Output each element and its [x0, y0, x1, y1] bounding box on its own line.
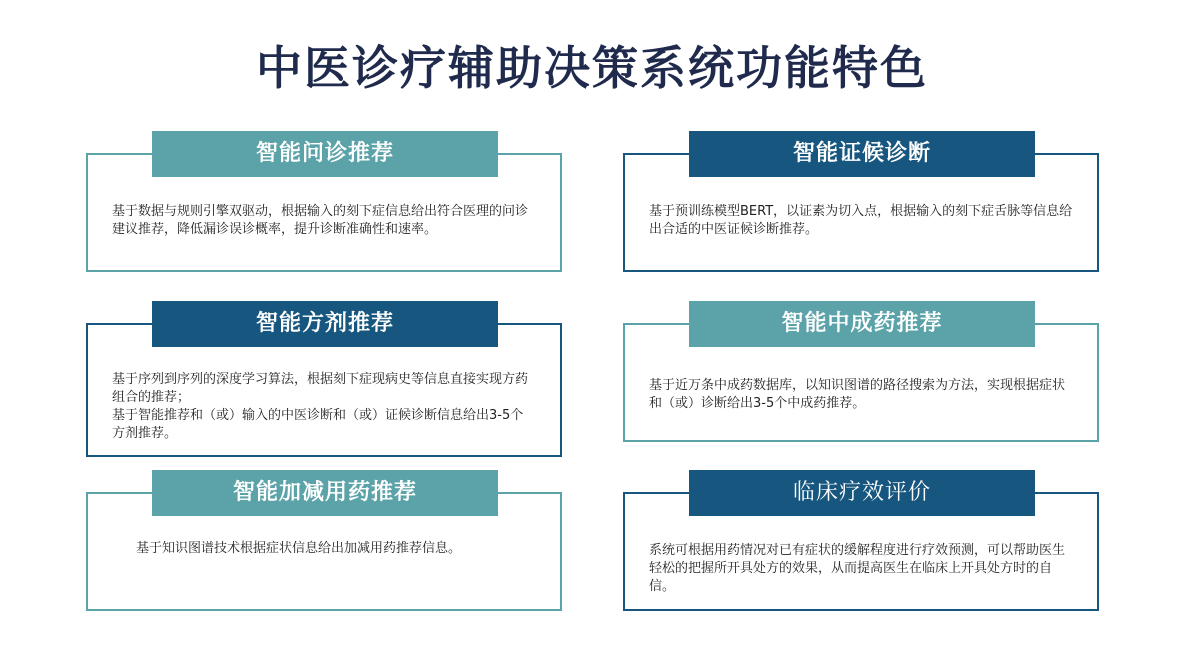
- card-text-line: 基于预训练模型BERT，以证素为切入点，根据输入的刻下症舌脉等信息给出合适的中医证候诊断推荐。: [649, 204, 1073, 237]
- card-dosage-adjustment-recommendation-heading: 智能加减用药推荐: [152, 470, 498, 516]
- card-clinical-efficacy-evaluation: [623, 480, 1099, 611]
- card-text-line: 基于知识图谱技术根据症状信息给出加减用药推荐信息。: [136, 541, 462, 556]
- card-text-line: 基于近万条中成药数据库，以知识图谱的路径搜索为方法，实现根据症状和（或）诊断给出3-5个中成药推荐。: [649, 378, 1066, 411]
- card-text-line: 基于智能推荐和（或）输入的中医诊断和（或）证候诊断信息给出3-5个方剂推荐。: [112, 408, 524, 441]
- card-syndrome-diagnosis-heading: 智能证候诊断: [689, 131, 1035, 177]
- card-inquiry-recommendation-text: [112, 203, 536, 239]
- card-patent-medicine-recommendation: [623, 311, 1099, 442]
- card-syndrome-diagnosis: [623, 141, 1099, 272]
- card-text-line: 系统可根据用药情况对已有症状的缓解程度进行疗效预测，可以帮助医生轻松的把握所开具处方的效果，从而提高医生在临床上开具处方时的自信。: [649, 543, 1066, 594]
- card-clinical-efficacy-evaluation-heading: 临床疗效评价: [689, 470, 1035, 516]
- card-prescription-recommendation-heading: 智能方剂推荐: [152, 301, 498, 347]
- page-title: 中医诊疗辅助决策系统功能特色: [256, 41, 928, 95]
- card-syndrome-diagnosis-text: [649, 203, 1073, 239]
- card-patent-medicine-recommendation-text: [649, 377, 1073, 413]
- card-prescription-recommendation: [86, 311, 562, 457]
- card-dosage-adjustment-recommendation-text: [136, 540, 536, 558]
- card-text-line: 基于数据与规则引擎双驱动，根据输入的刻下症信息给出符合医理的问诊建议推荐，降低漏诊误诊概率，提升诊断准确性和速率。: [112, 204, 529, 237]
- card-dosage-adjustment-recommendation: [86, 480, 562, 611]
- card-clinical-efficacy-evaluation-text: [649, 542, 1073, 596]
- card-patent-medicine-recommendation-heading: 智能中成药推荐: [689, 301, 1035, 347]
- card-text-line: 基于序列到序列的深度学习算法，根据刻下症现病史等信息直接实现方药组合的推荐；: [112, 372, 529, 405]
- card-inquiry-recommendation: [86, 141, 562, 272]
- card-inquiry-recommendation-heading: 智能问诊推荐: [152, 131, 498, 177]
- card-prescription-recommendation-text: [112, 371, 536, 443]
